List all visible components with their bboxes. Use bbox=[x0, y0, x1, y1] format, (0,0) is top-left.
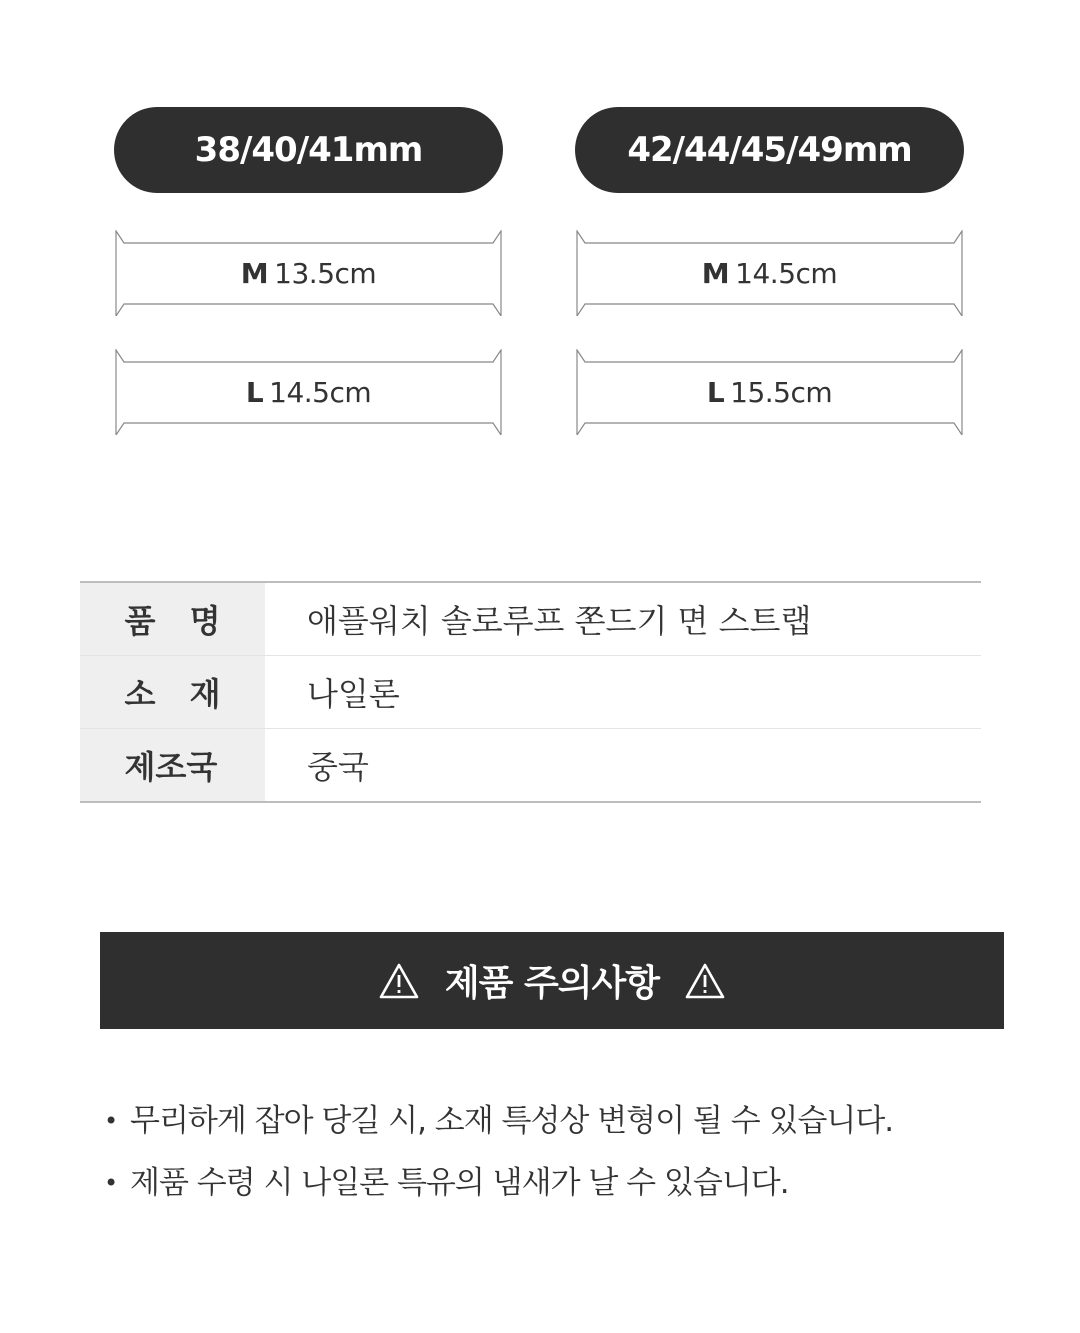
list-item bbox=[104, 1090, 893, 1152]
size-letter: L bbox=[706, 375, 725, 409]
product-info-table bbox=[80, 581, 981, 803]
table-row bbox=[80, 729, 981, 803]
bullet-icon: • bbox=[104, 1107, 118, 1135]
caution-text: 무리하게 잡아 당길 시, 소재 특성상 변형이 될 수 있습니다. bbox=[130, 1103, 894, 1139]
list-item bbox=[104, 1152, 893, 1214]
row-value-origin: 중국 bbox=[265, 729, 981, 803]
band-l-small bbox=[115, 349, 502, 435]
size-length: 14.5cm bbox=[269, 375, 372, 409]
warning-triangle-icon bbox=[685, 963, 725, 999]
row-key-origin: 제조국 bbox=[124, 748, 218, 786]
size-letter: L bbox=[245, 375, 264, 409]
row-key-product-name: 품 명 bbox=[124, 602, 221, 640]
size-letter: M bbox=[701, 256, 730, 290]
band-m-large bbox=[576, 230, 963, 316]
bullet-icon: • bbox=[104, 1169, 118, 1197]
caution-list bbox=[104, 1090, 893, 1214]
size-length: 14.5cm bbox=[735, 256, 838, 290]
band-m-small bbox=[115, 230, 502, 316]
warning-triangle-icon bbox=[379, 963, 419, 999]
size-length: 13.5cm bbox=[274, 256, 377, 290]
row-value-product-name: 애플워치 솔로루프 쫀드기 면 스트랩 bbox=[307, 602, 812, 640]
caution-header bbox=[100, 932, 1004, 1029]
size-title-large: 42/44/45/49mm bbox=[575, 107, 964, 193]
size-letter: M bbox=[240, 256, 269, 290]
caution-title: 제품 주의사항 bbox=[444, 963, 660, 1004]
row-key-material: 소 재 bbox=[124, 675, 221, 713]
band-l-large bbox=[576, 349, 963, 435]
table-row bbox=[80, 582, 981, 656]
row-value-material: 나일론 bbox=[265, 656, 981, 729]
size-length: 15.5cm bbox=[730, 375, 833, 409]
table-row bbox=[80, 656, 981, 729]
size-group-small bbox=[114, 107, 503, 435]
caution-text: 제품 수령 시 나일론 특유의 냄새가 날 수 있습니다. bbox=[130, 1165, 789, 1201]
size-title-small: 38/40/41mm bbox=[114, 107, 503, 193]
size-group-large bbox=[575, 107, 964, 435]
